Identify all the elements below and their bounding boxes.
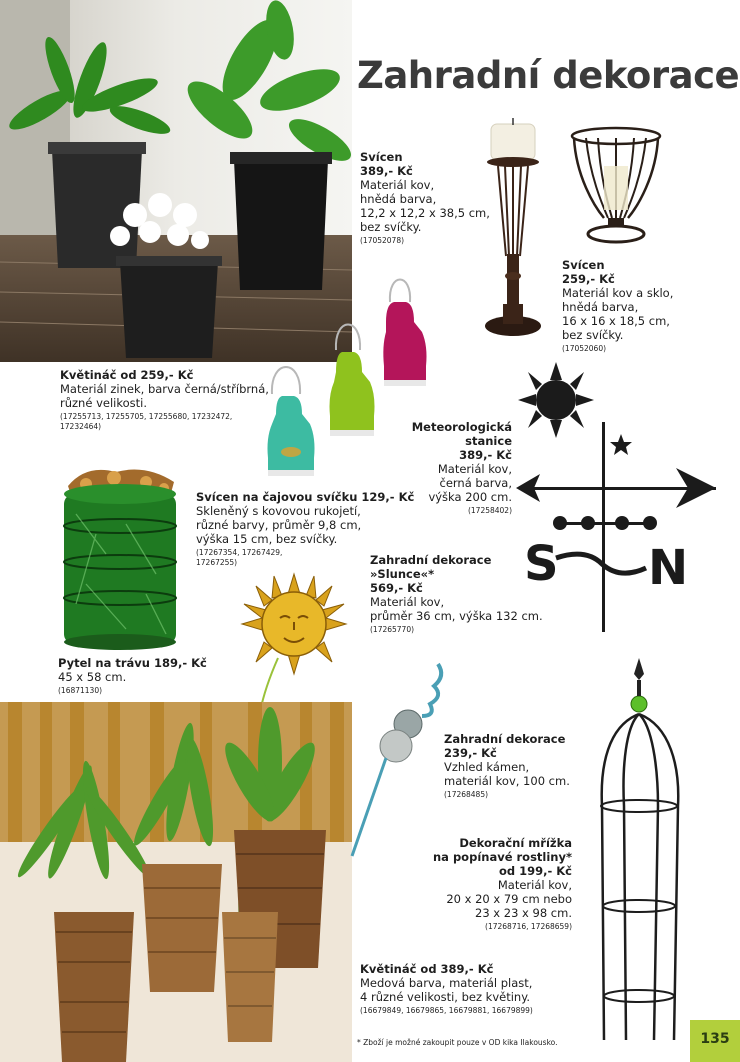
product-svicen-389 [360, 150, 490, 246]
product-desc: Vzhled kámen, materiál kov, 100 cm. [444, 760, 570, 788]
product-desc: Materiál kov, černá barva, výška 200 cm. [428, 462, 512, 504]
product-name: Svícen na čajovou svíčku 129,- Kč [196, 490, 415, 504]
sun-decoration-image [234, 572, 354, 712]
product-name: Pytel na trávu 189,- Kč [58, 656, 207, 670]
product-meteo-station [400, 420, 512, 516]
product-name: Svícen [360, 150, 403, 164]
product-codes: (16871130) [58, 686, 103, 695]
product-price: 259,- Kč [562, 272, 615, 286]
product-desc: 45 x 58 cm. [58, 670, 127, 684]
product-price: 389,- Kč [459, 448, 512, 462]
product-codes: (17268716, 17268659) [485, 922, 572, 931]
product-desc: Materiál kov, 20 x 20 x 79 cm nebo 23 x 23 x 98 cm. [446, 878, 572, 920]
product-name: Zahradní dekorace [444, 732, 566, 746]
page-number: 135 [690, 1020, 740, 1062]
product-name: Květináč od 389,- Kč [360, 962, 494, 976]
product-desc: Materiál kov, hnědá barva, 12,2 x 12,2 x 38,5 cm, bez svíčky. [360, 178, 490, 234]
product-name: Květináč od 259,- Kč [60, 368, 194, 382]
product-price: 239,- Kč [444, 746, 497, 760]
product-desc: Medová barva, materiál plast, 4 různé velikosti, bez květiny. [360, 976, 533, 1004]
product-price: 389,- Kč [360, 164, 413, 178]
product-codes: (17265770) [370, 625, 415, 634]
product-pytel [58, 656, 207, 696]
product-desc: Materiál zinek, barva černá/stříbrná, různé velikosti. [60, 382, 269, 410]
product-name: Svícen [562, 258, 605, 272]
product-price: 569,- Kč [370, 581, 423, 595]
product-svicen-259 [562, 258, 673, 354]
weathervane-image [516, 362, 720, 634]
stone-garden-stake-image [350, 660, 450, 860]
product-dekorace-239 [444, 732, 570, 800]
product-slunce [370, 553, 543, 635]
product-name: Dekorační mřížka na popínavé rostliny* od 199,- Kč [433, 836, 572, 878]
tall-candle-holder-image [478, 116, 548, 346]
product-desc: Skleněný s kovovou rukojetí, různé barvy, průměr 9,8 cm, výška 15 cm, bez svíčky. [196, 504, 362, 546]
product-codes: (17052078) [360, 236, 405, 245]
weathervane-letter-n: N [648, 540, 689, 596]
product-codes: (17052060) [562, 344, 607, 353]
product-name: Meteorologická stanice [411, 420, 512, 448]
product-codes: (17268485) [444, 790, 489, 799]
product-name: Zahradní dekorace »Slunce«* [370, 553, 492, 581]
grass-bag-image [56, 464, 184, 654]
bamboo-plants-photo [0, 702, 352, 1062]
product-codes: (17258402) [467, 506, 512, 515]
product-mrizka [420, 836, 572, 932]
plant-trellis-image [588, 656, 690, 1046]
product-codes: (16679849, 16679865, 16679881, 16679899) [360, 1006, 533, 1015]
page-title: Zahradní dekorace [357, 54, 740, 97]
footnote: * Zboží je možné zakoupit pouze v OD kika Ilakousko. [357, 1038, 558, 1047]
product-codes: (17267354, 17267429, 17267255) [196, 548, 283, 567]
product-desc: Materiál kov a sklo, hnědá barva, 16 x 16 x 18,5 cm, bez svíčky. [562, 286, 674, 342]
product-kvetinac-389 [360, 962, 533, 1016]
product-desc: Materiál kov, průměr 36 cm, výška 132 cm. [370, 595, 543, 623]
glass-candle-lantern-image [568, 126, 664, 244]
weathervane-letter-s: S [524, 536, 559, 592]
product-codes: (17255713, 17255705, 17255680, 17232472, 17232464) [60, 412, 233, 431]
product-kvetinac-259 [60, 368, 269, 432]
